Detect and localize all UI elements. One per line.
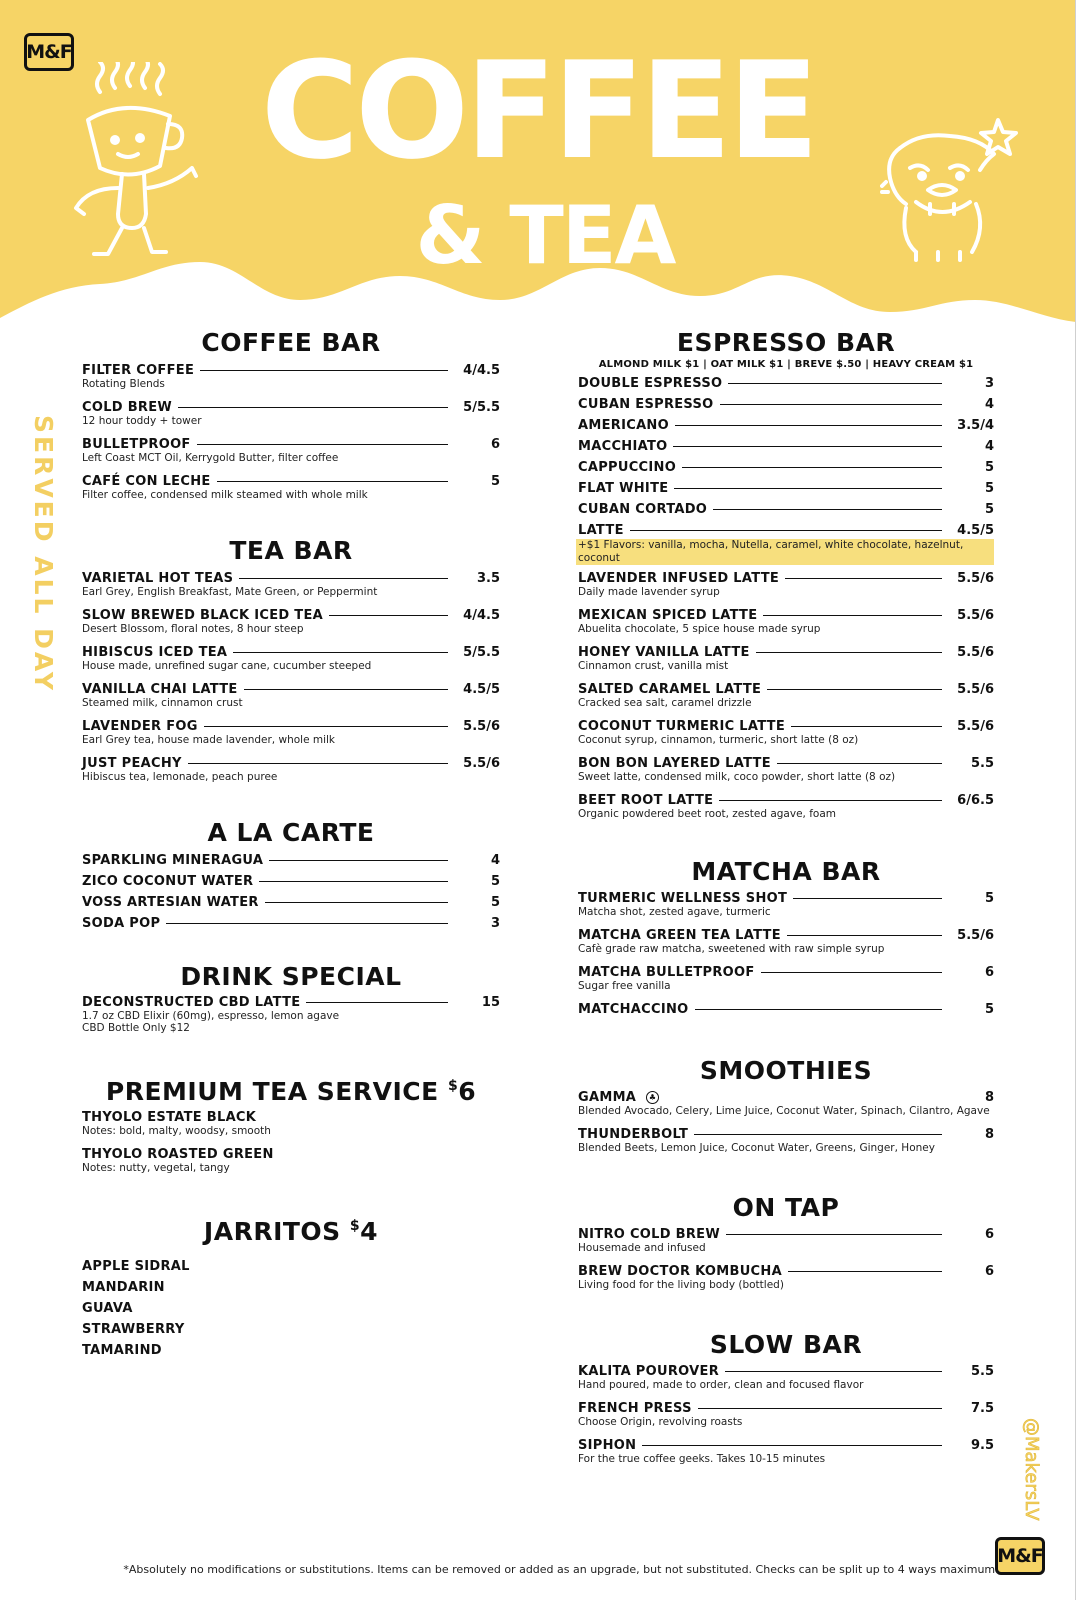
item-price: 9.5 xyxy=(970,1437,994,1453)
item-price: 5.5/6 xyxy=(957,644,994,660)
item-price: 5 xyxy=(490,473,500,489)
menu-item xyxy=(578,1436,994,1466)
item-name: VARIETAL HOT TEAS xyxy=(82,570,234,586)
item-description: 12 hour toddy + tower xyxy=(82,415,202,427)
cup-character-doodle xyxy=(60,62,210,272)
menu-item xyxy=(578,1399,994,1429)
brand-logo: M&F xyxy=(24,33,74,71)
item-price: 4.5/5 xyxy=(957,522,994,538)
menu-item xyxy=(82,606,500,636)
item-name: CUBAN CORTADO xyxy=(578,501,708,517)
menu-item xyxy=(578,521,994,565)
item-price: 15 xyxy=(481,994,500,1010)
milk-options: ALMOND MILK $1 | OAT MILK $1 | BREVE $.50 | HEAVY CREAM $1 xyxy=(598,359,974,370)
item-name: MATCHA GREEN TEA LATTE xyxy=(578,927,781,943)
menu-item xyxy=(578,416,994,434)
item-name xyxy=(578,1090,665,1105)
menu-item xyxy=(578,1088,994,1118)
item-name: COLD BREW xyxy=(82,399,173,415)
item-name: HIBISCUS ICED TEA xyxy=(82,644,228,660)
menu-item xyxy=(82,361,500,391)
a-la-carte-section xyxy=(82,818,500,932)
item-name: MATCHACCINO xyxy=(578,1001,689,1017)
section-title-a-la-carte: A LA CARTE xyxy=(207,818,375,847)
item-name: MACCHIATO xyxy=(578,438,668,454)
item-price: 4/4.5 xyxy=(463,607,500,623)
item-description: Abuelita chocolate, 5 spice house made syrup xyxy=(578,623,821,635)
flavors-note: +$1 Flavors: vanilla, mocha, Nutella, caramel, white chocolate, hazelnut, coconut xyxy=(576,539,994,565)
item-name: THYOLO ESTATE BLACK xyxy=(82,1109,257,1125)
item-name: JUST PEACHY xyxy=(82,755,182,771)
item-name: VOSS ARTESIAN WATER xyxy=(82,894,259,910)
menu-item xyxy=(578,926,994,956)
section-title-premium-tea xyxy=(82,1071,500,1107)
item-description: 1.7 oz CBD Elixir (60mg), espresso, lemon agave xyxy=(82,1010,340,1022)
item-price: 6 xyxy=(984,1263,994,1279)
section-title-espresso-bar: ESPRESSO BAR xyxy=(676,328,896,357)
item-price: 8 xyxy=(984,1089,994,1105)
item-price: 6/6.5 xyxy=(957,792,994,808)
list-item: MANDARIN xyxy=(82,1279,165,1295)
item-name: FRENCH PRESS xyxy=(578,1400,692,1416)
item-description: Daily made lavender syrup xyxy=(578,586,720,598)
item-price: 3.5 xyxy=(476,570,500,586)
page-title: COFFEE xyxy=(260,33,816,189)
item-name: HONEY VANILLA LATTE xyxy=(578,644,750,660)
item-price: 5.5/6 xyxy=(463,718,500,734)
section-title-jarritos xyxy=(82,1211,500,1247)
item-price: 4 xyxy=(984,396,994,412)
item-description: House made, unrefined sugar cane, cucumber steeped xyxy=(82,660,372,672)
item-name-text: GAMMA xyxy=(578,1089,637,1105)
section-title-smoothies: SMOOTHIES xyxy=(699,1056,873,1085)
section-price: 4 xyxy=(360,1217,379,1246)
menu-item xyxy=(82,914,500,932)
item-price: 5.5/6 xyxy=(463,755,500,771)
section-title-slow-bar: SLOW BAR xyxy=(709,1330,863,1359)
footer-disclaimer: *Absolutely no modifications or substitutions. Items can be removed or added as an upgrade, but not substituted. Checks can be split up to 4 ways maximum. xyxy=(123,1563,999,1576)
menu-item xyxy=(578,500,994,518)
menu-item xyxy=(578,680,994,710)
item-description: Organic powdered beet root, zested agave, foam xyxy=(578,808,836,820)
item-price: 6 xyxy=(984,964,994,980)
item-description: Left Coast MCT Oil, Kerrygold Butter, filter coffee xyxy=(82,452,339,464)
list-item: STRAWBERRY xyxy=(82,1321,185,1337)
menu-item xyxy=(82,1108,500,1138)
section-title-tea-bar: TEA BAR xyxy=(229,536,353,565)
item-name: BULLETPROOF xyxy=(82,436,191,452)
menu-item xyxy=(578,643,994,673)
bulldog-doodle xyxy=(880,112,1030,262)
item-name: FILTER COFFEE xyxy=(82,362,195,378)
item-price: 5.5/6 xyxy=(957,570,994,586)
menu-item xyxy=(82,872,500,890)
menu-item xyxy=(578,1000,994,1018)
smoothies-section xyxy=(578,1056,994,1155)
item-name: MEXICAN SPICED LATTE xyxy=(578,607,758,623)
item-name: VANILLA CHAI LATTE xyxy=(82,681,238,697)
menu-item xyxy=(578,754,994,784)
item-price: 7.5 xyxy=(970,1400,994,1416)
item-description: Blended Beets, Lemon Juice, Coconut Water, Greens, Ginger, Honey xyxy=(578,1142,935,1154)
slow-bar-section xyxy=(578,1330,994,1466)
item-price: 4/4.5 xyxy=(463,362,500,378)
right-column xyxy=(578,328,994,1466)
menu-item xyxy=(82,893,500,911)
item-description: Desert Blossom, floral notes, 8 hour steep xyxy=(82,623,304,635)
item-name: MATCHA BULLETPROOF xyxy=(578,964,755,980)
item-name: DOUBLE ESPRESSO xyxy=(578,375,723,391)
item-price: 5 xyxy=(984,890,994,906)
item-name: LATTE xyxy=(578,522,624,538)
item-price: 5 xyxy=(984,459,994,475)
item-name: DECONSTRUCTED CBD LATTE xyxy=(82,994,301,1010)
item-description: Coconut syrup, cinnamon, turmeric, short latte (8 oz) xyxy=(578,734,859,746)
item-price: 5.5/6 xyxy=(957,607,994,623)
menu-item xyxy=(82,680,500,710)
menu-item xyxy=(578,374,994,392)
item-description: Housemade and infused xyxy=(578,1242,706,1254)
menu-item xyxy=(82,435,500,465)
menu-item xyxy=(82,1145,500,1175)
page-subtitle: & TEA xyxy=(415,189,675,282)
item-name: SIPHON xyxy=(578,1437,637,1453)
item-name: SODA POP xyxy=(82,915,161,931)
jarritos-section xyxy=(82,1211,500,1359)
item-description: Cinnamon crust, vanilla mist xyxy=(578,660,729,672)
item-description: CBD Bottle Only $12 xyxy=(82,1022,190,1034)
section-title-text: PREMIUM TEA SERVICE xyxy=(105,1077,439,1106)
item-price: 5 xyxy=(984,480,994,496)
section-price: 6 xyxy=(458,1077,477,1106)
item-name: LAVENDER FOG xyxy=(82,718,198,734)
menu-item xyxy=(578,1125,994,1155)
item-name: LAVENDER INFUSED LATTE xyxy=(578,570,780,586)
item-name: SALTED CARAMEL LATTE xyxy=(578,681,762,697)
item-price: 5.5/6 xyxy=(957,681,994,697)
item-price: 6 xyxy=(490,436,500,452)
section-title-coffee-bar: COFFEE BAR xyxy=(201,328,381,357)
item-price: 8 xyxy=(984,1126,994,1142)
item-name: COCONUT TURMERIC LATTE xyxy=(578,718,786,734)
item-price: 5/5.5 xyxy=(463,399,500,415)
item-description: Earl Grey tea, house made lavender, whole milk xyxy=(82,734,336,746)
item-description: Sugar free vanilla xyxy=(578,980,671,992)
item-price: 3 xyxy=(984,375,994,391)
menu-item xyxy=(82,993,500,1035)
item-price: 4 xyxy=(490,852,500,868)
coffee-bar-section xyxy=(82,328,500,502)
item-description: Hand poured, made to order, clean and focused flavor xyxy=(578,1379,864,1391)
price-currency: $ xyxy=(447,1078,459,1094)
list-item: GUAVA xyxy=(82,1300,133,1316)
item-description: Cracked sea salt, caramel drizzle xyxy=(578,697,752,709)
item-description: Cafè grade raw matcha, sweetened with raw simple syrup xyxy=(578,943,885,955)
section-title-drink-special: DRINK SPECIAL xyxy=(180,962,402,991)
menu-item xyxy=(578,1362,994,1392)
item-price: 5/5.5 xyxy=(463,644,500,660)
item-description: Hibiscus tea, lemonade, peach puree xyxy=(82,771,278,783)
menu-item xyxy=(578,395,994,413)
item-name: BON BON LAYERED LATTE xyxy=(578,755,771,771)
menu-item xyxy=(82,643,500,673)
matcha-bar-section xyxy=(578,857,994,1018)
item-name: THUNDERBOLT xyxy=(578,1126,689,1142)
item-name: AMERICANO xyxy=(578,417,669,433)
vegan-leaf-icon: ♣ xyxy=(646,1091,659,1104)
item-description: Sweet latte, condensed milk, coco powder, short latte (8 oz) xyxy=(578,771,896,783)
item-name: ZICO COCONUT WATER xyxy=(82,873,254,889)
item-description: Steamed milk, cinnamon crust xyxy=(82,697,243,709)
menu-item xyxy=(578,889,994,919)
tea-bar-section xyxy=(82,536,500,784)
menu-item xyxy=(578,791,994,821)
item-price: 5.5/6 xyxy=(957,927,994,943)
espresso-bar-section xyxy=(578,328,994,821)
menu-item xyxy=(578,963,994,993)
menu-item xyxy=(578,569,994,599)
menu-item xyxy=(578,606,994,636)
menu-item xyxy=(578,479,994,497)
item-price: 5 xyxy=(984,501,994,517)
section-title-on-tap: ON TAP xyxy=(732,1193,840,1222)
item-name: THYOLO ROASTED GREEN xyxy=(82,1146,274,1162)
item-description: Living food for the living body (bottled) xyxy=(578,1279,784,1291)
item-price: 5 xyxy=(490,873,500,889)
item-name: TURMERIC WELLNESS SHOT xyxy=(578,890,788,906)
item-name: KALITA POUROVER xyxy=(578,1363,719,1379)
item-price: 5.5 xyxy=(970,1363,994,1379)
on-tap-section xyxy=(578,1193,994,1292)
item-description: Blended Avocado, Celery, Lime Juice, Coconut Water, Spinach, Cilantro, Agave xyxy=(578,1105,990,1117)
item-description: For the true coffee geeks. Takes 10-15 minutes xyxy=(578,1453,826,1465)
price-currency: $ xyxy=(349,1218,361,1234)
item-description: Notes: bold, malty, woodsy, smooth xyxy=(82,1125,271,1137)
item-name: SLOW BREWED BLACK ICED TEA xyxy=(82,607,324,623)
menu-item xyxy=(578,458,994,476)
menu-item xyxy=(578,1225,994,1255)
menu-item xyxy=(578,437,994,455)
served-all-day-label: SERVED ALL DAY xyxy=(29,415,58,693)
item-price: 3.5/4 xyxy=(957,417,994,433)
item-price: 5 xyxy=(984,1001,994,1017)
list-item: APPLE SIDRAL xyxy=(82,1258,190,1274)
item-price: 6 xyxy=(984,1226,994,1242)
list-item: TAMARIND xyxy=(82,1342,162,1358)
item-price: 4 xyxy=(984,438,994,454)
item-description: Earl Grey, English Breakfast, Mate Green, or Peppermint xyxy=(82,586,378,598)
item-price: 3 xyxy=(490,915,500,931)
item-price: 5 xyxy=(490,894,500,910)
menu-item xyxy=(82,398,500,428)
social-handle: @MakersLV xyxy=(1021,1418,1042,1521)
item-price: 5.5/6 xyxy=(957,718,994,734)
drink-special-section xyxy=(82,962,500,1035)
item-description: Rotating Blends xyxy=(82,378,165,390)
item-name: FLAT WHITE xyxy=(578,480,669,496)
item-description: Notes: nutty, vegetal, tangy xyxy=(82,1162,230,1174)
item-description: Choose Origin, revolving roasts xyxy=(578,1416,743,1428)
item-description: Matcha shot, zested agave, turmeric xyxy=(578,906,771,918)
item-name: CAPPUCCINO xyxy=(578,459,677,475)
left-column xyxy=(82,328,500,1359)
brand-logo-footer: M&F xyxy=(995,1537,1045,1575)
section-title-text: JARRITOS xyxy=(203,1217,341,1246)
item-name: CUBAN ESPRESSO xyxy=(578,396,714,412)
item-name: BEET ROOT LATTE xyxy=(578,792,714,808)
item-price: 5.5 xyxy=(970,755,994,771)
item-price: 4.5/5 xyxy=(463,681,500,697)
item-name: NITRO COLD BREW xyxy=(578,1226,721,1242)
menu-item xyxy=(82,569,500,599)
premium-tea-section xyxy=(82,1071,500,1175)
item-name: SPARKLING MINERAGUA xyxy=(82,852,264,868)
menu-item xyxy=(82,754,500,784)
menu-item xyxy=(578,1262,994,1292)
section-title-matcha-bar: MATCHA BAR xyxy=(691,857,881,886)
menu-item xyxy=(578,717,994,747)
menu-item xyxy=(82,472,500,502)
item-description: Filter coffee, condensed milk steamed with whole milk xyxy=(82,489,368,501)
item-name: CAFÉ CON LECHE xyxy=(82,473,211,489)
menu-item xyxy=(82,717,500,747)
item-name: BREW DOCTOR KOMBUCHA xyxy=(578,1263,782,1279)
menu-item xyxy=(82,851,500,869)
